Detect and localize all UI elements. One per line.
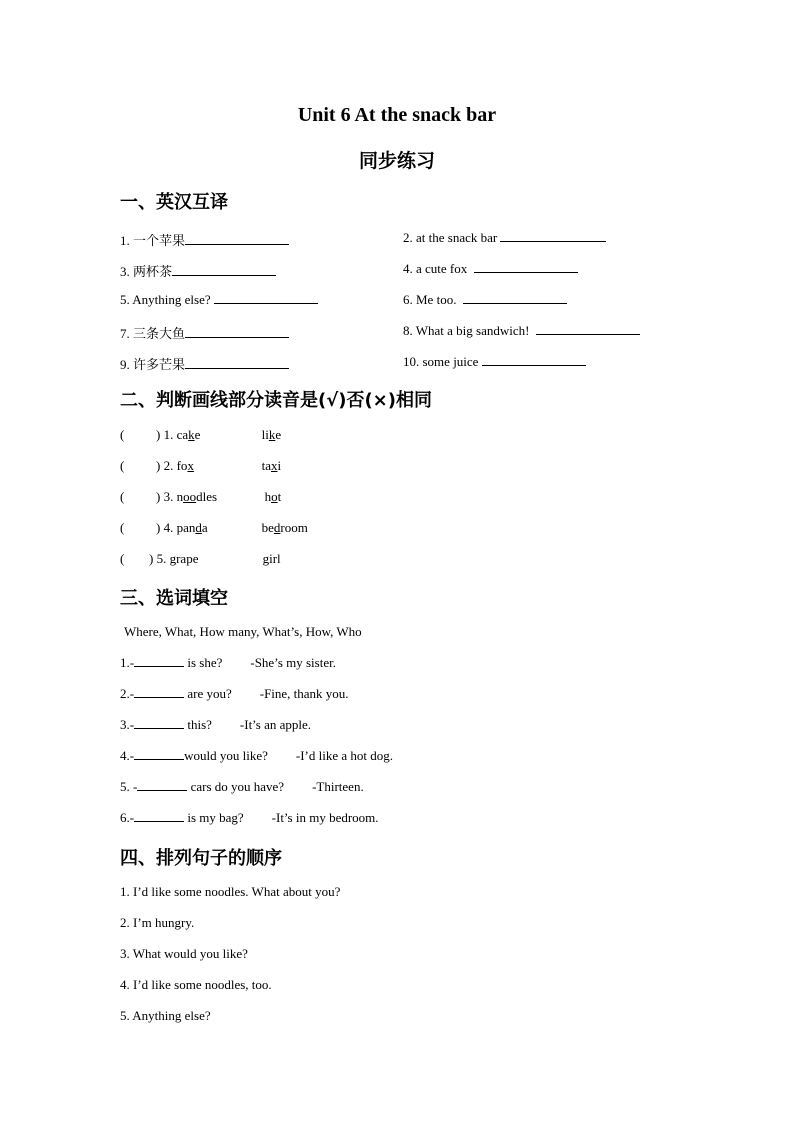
s1-item-5: 5. Anything else? <box>120 292 318 308</box>
page-subtitle: 同步练习 <box>358 150 435 172</box>
s3-item-6: 6.- is my bag? -It’s in my bedroom. <box>120 810 379 825</box>
s2-item-2: ( ) 2. fox taxi <box>120 458 282 473</box>
s4-item-2: 2. I’m hungry. <box>120 915 195 930</box>
s1-item-3: 3. 两杯茶 <box>120 261 276 280</box>
s4-item-1: 1. I’d like some noodles. What about you? <box>120 884 341 899</box>
s1-item-2: 2. at the snack bar <box>403 230 606 246</box>
s3-word-options: Where, What, How many, What’s, How, Who <box>124 624 362 639</box>
s1-item-6: 6. Me too. <box>403 292 567 308</box>
section4-heading: 四、排列句子的顺序 <box>120 848 282 869</box>
s2-item-4: ( ) 4. panda bedroom <box>120 520 308 535</box>
s4-item-5: 5. Anything else? <box>120 1008 211 1023</box>
s4-item-3: 3. What would you like? <box>120 946 248 961</box>
s1-item-4: 4. a cute fox <box>403 261 578 277</box>
s4-item-4: 4. I’d like some noodles, too. <box>120 977 272 992</box>
s2-item-5: ( ) 5. grape girl <box>120 551 281 566</box>
s3-item-2: 2.- are you? -Fine, thank you. <box>120 686 349 701</box>
s3-item-5: 5. - cars do you have? -Thirteen. <box>120 779 364 794</box>
s1-item-9: 9. 许多芒果 <box>120 354 289 373</box>
section1-heading: 一、英汉互译 <box>120 192 228 213</box>
s3-item-3: 3.- this? -It’s an apple. <box>120 717 312 732</box>
s1-item-1: 1. 一个苹果 <box>120 230 289 249</box>
s2-item-1: ( ) 1. cake like <box>120 427 282 442</box>
s2-item-3: ( ) 3. noodles hot <box>120 489 282 504</box>
section2-heading: 二、判断画线部分读音是(√)否(×)相同 <box>120 390 432 411</box>
page-title: Unit 6 At the snack bar <box>297 104 497 126</box>
s3-item-1: 1.- is she? -She’s my sister. <box>120 655 336 670</box>
section3-heading: 三、选词填空 <box>120 588 228 609</box>
s3-item-4: 4.- would you like? -I’d like a hot dog. <box>120 748 393 763</box>
s1-item-10: 10. some juice <box>403 354 586 370</box>
s1-item-8: 8. What a big sandwich! <box>403 323 640 339</box>
s1-item-7: 7. 三条大鱼 <box>120 323 289 342</box>
